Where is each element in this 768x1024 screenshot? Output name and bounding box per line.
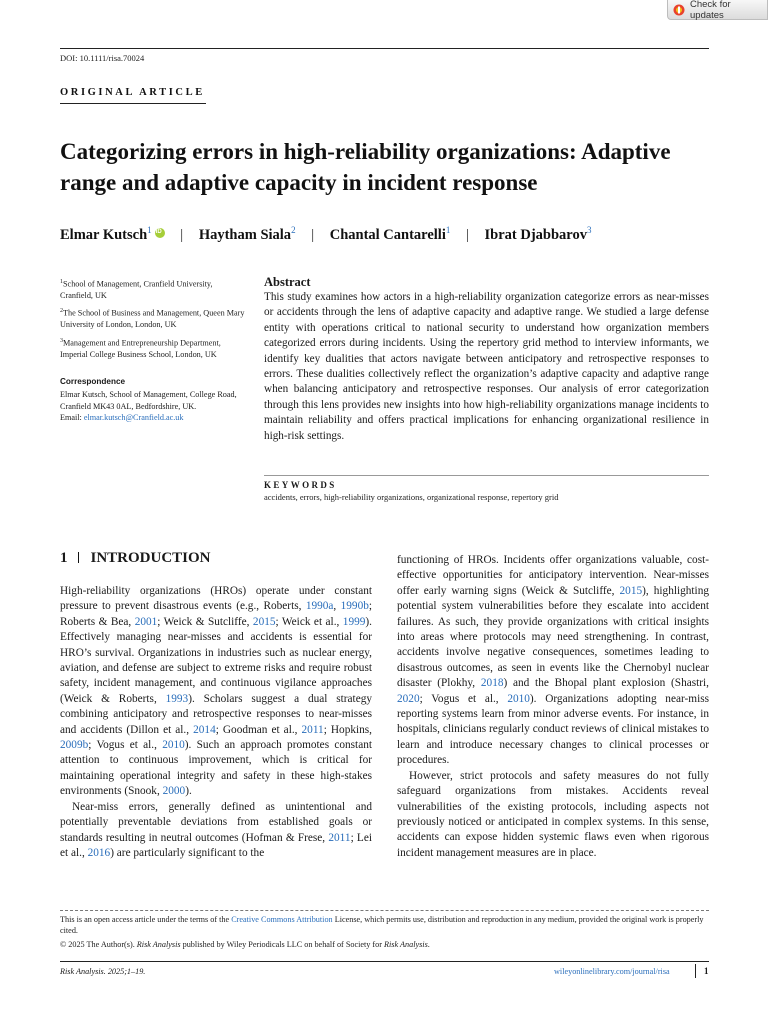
email-label: Email: [60, 413, 84, 422]
citation-link[interactable]: 2000 [162, 785, 186, 798]
check-for-updates-label: Check for updates [690, 0, 731, 21]
author-separator: | [311, 226, 315, 243]
citation-link[interactable]: 1999 [342, 615, 366, 628]
citation-link[interactable]: 2015 [619, 584, 643, 597]
affiliation-text: Management and Entrepreneurship Department, Imperial College Business School, London, UK [60, 338, 221, 360]
author-affiliation-marker[interactable]: 1 [147, 225, 152, 235]
citation-link[interactable]: 2014 [193, 723, 216, 736]
body-text: ; Weick & Sutcliffe, [157, 615, 253, 628]
body-text: Near-miss errors, generally defined as unintentional and potentially preventable deviations from established goals or standards resulting in neutral outcomes (Hofman & Frese, [60, 800, 372, 844]
journal-citation: Risk Analysis. 2025;1–19. [60, 967, 146, 976]
keywords-text: accidents, errors, high-reliability organizations, organizational response, repertory grid [264, 492, 559, 502]
email-link[interactable]: elmar.kutsch@Cranfield.ac.uk [83, 413, 184, 422]
abstract-heading: Abstract [264, 275, 311, 289]
affiliation-marker: 1 [60, 279, 63, 285]
author-affiliation-marker[interactable]: 3 [586, 225, 592, 235]
section-number: 1 [60, 550, 68, 566]
author-name[interactable]: Ibrat Djabbarov [484, 226, 587, 243]
affiliation-text: The School of Business and Management, Queen Mary University of London, London, UK [60, 308, 245, 330]
affiliation [60, 306, 246, 331]
doi: DOI: 10.1111/risa.70024 [60, 53, 145, 63]
citation-link[interactable]: 2016 [87, 846, 111, 859]
license-link[interactable]: Creative Commons Attribution [231, 915, 333, 924]
citation-link[interactable]: 2018 [480, 677, 504, 690]
page-number-divider [695, 964, 696, 978]
body-column-right [397, 553, 709, 861]
body-text: ; Vogus et al., [88, 739, 163, 752]
body-text: ; Hopkins, [323, 723, 373, 736]
author-affiliation-marker[interactable]: 1 [445, 225, 451, 235]
paragraph [397, 769, 709, 861]
affiliation-marker: 3 [60, 338, 63, 344]
body-text: ) are particularly significant to the [110, 846, 265, 859]
body-text: ). Scholars suggest a dual strategy combining anticipatory and retrospective responses to near-misses and accidents (Dillon et al., [60, 692, 372, 736]
footer-rule [60, 910, 709, 911]
body-text: ; Weick et al., [275, 615, 343, 628]
body-text: functioning of HROs. Incidents offer organizations valuable, cost-effective opportunities for anticipatory intervention. Near-misses offer early warning signs (Weick & Sutcliffe, [397, 554, 709, 597]
journal-name: Risk Analysis [384, 940, 428, 949]
body-text: High-reliability organizations (HROs) operate under constant pressure to prevent disastrous events (e.g., Roberts, [60, 585, 372, 613]
license-text: This is an open access article under the terms of the [60, 915, 232, 924]
citation-link[interactable]: 2010 [162, 739, 185, 752]
license-text: License, which permits use, distribution and reproduction in any medium, provided the original work is properly cited. [60, 915, 704, 935]
license-note [60, 914, 709, 936]
body-text: However, strict protocols and safety measures do not fully safeguard organizations from mistakes. Accidents reveal vulnerabilities of the existing protocols, including aspects not previously noticed or anticipated in complex systems. In this sense, accidents can expose hidden systemic flaws even when rigorous incident management measures are in place. [397, 769, 709, 859]
copyright-text: published by Wiley Periodicals LLC on behalf of Society for [180, 940, 385, 949]
citation-link[interactable]: 2001 [134, 615, 158, 628]
affiliation [60, 277, 246, 302]
affiliation-text: School of Management, Cranfield University, Cranfield, UK [60, 279, 213, 301]
author-name[interactable]: Elmar Kutsch [60, 226, 148, 243]
crossmark-icon [673, 4, 685, 16]
correspondence [60, 389, 250, 424]
author-separator: | [180, 226, 184, 243]
citation-link[interactable]: 2009b [60, 739, 89, 752]
author-name[interactable]: Haytham Siala [198, 226, 292, 243]
citation-link[interactable]: 1993 [165, 692, 189, 705]
check-for-updates-badge[interactable] [667, 0, 768, 20]
body-text: ). Organizations adopting near-miss reporting systems learn from minor adverse events. For instance, in hospitals, clinicians regularly conduct reviews of clinical mistakes to learn and introduce necessary changes to clinical processes or procedures. [397, 692, 709, 767]
body-text: ), highlighting potential system vulnerabilities before they escalate into accident failures. As such, they provide organizations with critical insights into areas where protocols may need strengthening. In contrast, accidents involve negative consequences, sometimes leading to disastrous outcomes, as seen in events like the Chernobyl nuclear disaster (Plokhy, [397, 584, 709, 690]
body-text: ). Effectively managing near-misses and accidents is essential for HRO’s survival. Organizations in industries such as nuclear energy, aviation, and defense are subject to extreme risks and require robust safety, incident management, and continuous vigilance approaches (Weick & Roberts, [60, 615, 372, 705]
copyright-text: . [427, 940, 430, 949]
copyright-note [60, 940, 430, 949]
affiliation-marker: 2 [60, 308, 63, 314]
body-text: ) and the Bhopal plant explosion (Shastri, [503, 677, 709, 690]
journal-website-link[interactable]: wileyonlinelibrary.com/journal/risa [554, 967, 670, 976]
abstract-rule [264, 475, 709, 476]
body-text: , [333, 600, 341, 613]
paragraph [60, 800, 372, 862]
body-text: ). Such an approach promotes constant attention to continuous improvement, which is critical for maintaining operational integrity and safety in these high-stakes environments (Snook, [60, 739, 372, 798]
author-affiliation-marker[interactable]: 2 [291, 225, 296, 235]
citation-link[interactable]: 1990b [340, 600, 369, 613]
article-title: Categorizing errors in high-reliability organizations: Adaptive range and adaptive capacity in incident response [60, 139, 671, 195]
journal-name: Risk Analysis [136, 940, 181, 949]
header-rule [60, 48, 709, 49]
citation-link[interactable]: 2010 [507, 692, 530, 705]
body-text: ; Roberts & Bea, [60, 600, 373, 628]
citation-link[interactable]: 2020 [397, 692, 420, 705]
author-name[interactable]: Chantal Cantarelli [329, 226, 446, 243]
section-title: INTRODUCTION [90, 550, 211, 566]
body-text: ; Vogus et al., [419, 692, 508, 705]
body-text: ). [185, 785, 192, 798]
page-number: 1 [704, 966, 709, 976]
correspondence-heading: Correspondence [60, 377, 126, 386]
abstract-text: This study examines how actors in a high-reliability organization categorize errors as near-misses or accidents through the lens of adaptive capacity and adaptive range. We studied a large defense entity with operations critical to national security to understand how organization members categorized errors during incidents. Using the repertory grid method to interview informants, we identify key dualities that actors navigate between anticipatory and retrospective responses to errors. These dualities collectively reflect the organization’s adaptive capacity and adaptive range when balancing anticipatory and retrospective responses. Our analysis of error categorization through this lens provides new insights into how high-reliability organizations manage incidents to maintain reliability and offers practical implications for enhancing organizational resilience in high-risk settings. [264, 291, 709, 442]
paragraph [397, 553, 709, 769]
copyright-text: © 2025 The Author(s). [60, 940, 137, 949]
correspondence-address: Elmar Kutsch, School of Management, College Road, Cranfield MK43 0AL, Bedfordshire, UK. [60, 390, 237, 411]
keywords-heading: KEYWORDS [264, 480, 337, 490]
section-heading [60, 550, 211, 567]
article-type-label: ORIGINAL ARTICLE [60, 87, 205, 98]
citation-link[interactable]: 2011 [301, 723, 324, 736]
page-footer-rule [60, 961, 709, 962]
citation-link[interactable]: 1990a [305, 600, 334, 613]
article-type-rule [60, 103, 206, 104]
body-text: ; Goodman et al., [215, 723, 302, 736]
orcid-icon[interactable] [155, 228, 165, 238]
section-divider [78, 552, 79, 563]
affiliation [60, 336, 246, 361]
citation-link[interactable]: 2011 [328, 831, 351, 844]
body-column-left [60, 584, 372, 861]
citation-link[interactable]: 2015 [252, 615, 276, 628]
author-separator: | [466, 226, 469, 243]
paragraph [60, 584, 372, 800]
body-text: ; Lei et al., [60, 831, 372, 859]
author-list [60, 225, 591, 244]
